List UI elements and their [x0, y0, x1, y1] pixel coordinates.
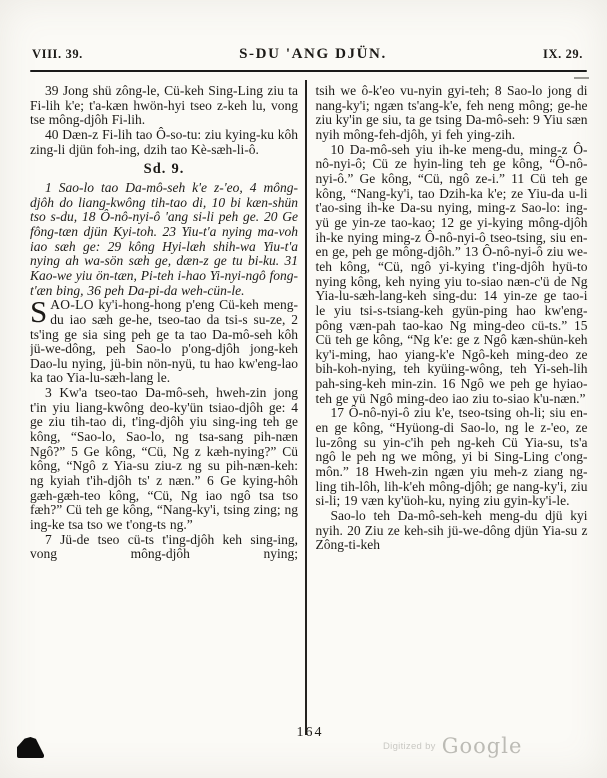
- right-verse-reference: IX. 29.: [543, 47, 583, 61]
- text-columns: [30, 80, 590, 735]
- google-logo-text: Google: [441, 734, 523, 758]
- google-watermark: [383, 734, 522, 758]
- watermark-prefix-text: Digitized by: [383, 740, 436, 752]
- verse-paragraph-17: 17 Ô-nô-nyi-ô ziu k'e, tseo-tsing oh-li; siu en-en ge kông, “Hyüong-di Sao-lo, ng le z-'eo, ze lu-zông su yin-c'ih peh ng-keh Cü Yia-su, ts'a ngô le peh ng we mông, yi bi Sing-Ling c'ong-môn.” 18 Hweh-zin ngæn yiu meh-z ziang ng-ling tih-lôh, lih-k'eh mông-djôh; ge nang-ky'i, ziu si-li; 19 væn ky'üoh-ku, nying ziu gyin-ky'i-le.: [315, 405, 588, 509]
- drop-cap-lead-word: AO-LO: [50, 297, 94, 313]
- left-column: [30, 80, 298, 735]
- page-number: 164: [296, 725, 324, 740]
- column-divider-rule: [305, 80, 307, 735]
- verse-paragraph-20: Sao-lo teh Da-mô-seh-keh meng-du djü kyi nyih. 20 Ziu ze keh-sih jü-we-dông djün Yia-su z Zông-ti-keh: [315, 508, 588, 553]
- verse-paragraph-7-continued: tsih we ô-k'eo vu-nyin gyi-teh; 8 Sao-lo jong di nang-ky'i; ngæn ts'ang-k'e, feh neng mông; ge-he ziu ky'in ge siu, ta ge tsing Da-mô-seh: 9 Yiu sæn nyih mông-feh-djôh, yi feh ying-zih.: [315, 83, 588, 142]
- verse-paragraph-7: 7 Jü-de tseo cü-ts t'ing-djôh keh sing-ing, vong mông-djôh nying;: [30, 531, 298, 562]
- page-header: [32, 46, 583, 63]
- running-title: S-DU 'ANG DJÜN.: [239, 46, 387, 62]
- verse-paragraph-40: 40 Dæn-z Fi-lih tao Ô-so-tu: ziu kying-ku kôh zing-li djün foh-ing, dzih tao Kè-sæh-li-ô.: [30, 126, 298, 157]
- verse-paragraph-1: [30, 294, 299, 386]
- verse-text: ky'i-hong-hong p'eng Cü-keh meng-du iao sæh ge-he, tseo-tao da tsi-s su-ze, 2 ts'ing ge sia sing peh ge ta tao Da-mô-seh kôh jü-we-dông, peh Sao-lo p'ong-djôh jong-keh Dao-lu nying, jü-bin nön-nyü, tu hao kw'eng-lao ka tao Yia-lu-sæh-lang le.: [30, 297, 299, 386]
- right-column: [316, 80, 588, 735]
- header-rule: [30, 70, 587, 72]
- chapter-heading: Sd. 9.: [143, 161, 185, 178]
- chapter-summary: 1 Sao-lo tao Da-mô-seh k'e z-'eo, 4 mông-djôh do liang-kwông tih-tao di, 10 bi kæn-shün tso s-du, 18 Ô-nô-nyi-ô 'ang si-li peh ge. 20 Ge fông-tæn djün Kyi-toh. 23 Yiu-t'a nying ma-voh iao sæh ge: 29 kông Hyi-læh shih-wa Yiu-t'a nying ah wa-sön sæh ge, dæn-z ge tu bi-ku. 31 Kao-we yiu ön-tæn, Pi-teh i-hao Yi-nyi-ngô fong-t'æn bing, 36 peh Da-pi-da weh-cün-le.: [30, 179, 299, 298]
- left-verse-reference: VIII. 39.: [32, 47, 83, 61]
- verse-paragraph-10: 10 Da-mô-seh yiu ih-ke meng-du, ming-z Ô-nô-nyi-ô; Cü ze hyin-ling teh ge kông, “Ô-nô-nyi-ô.” Ge kông, “Cü, ngô ze-i.” 11 Cü teh ge kông, “Nang-ky'i, tao Dzih-ka k'e; ze Yiu-da u-li t'ao-sing ih-ke Da-su nying, ming-z Sao-lo: ing-yü ge yin-ze tao-kao; 12 ge yi-kying mông-djôh ih-ke nying ming-z Ô-nô-nyi-ô tseo-tsing, siu en-en ge, peh ge mông-djôh.” 13 Ô-nô-nyi-ô ziu we-teh kông, “Cü, ngô yi-kying t'ing-djôh hyü-to nying kông, keh nying yiu to-siao næn-c'ü de Ng Yia-lu-sæh-lang-keh sing-du: 14 yin-ze ge tao-i le yiu tsi-s-tsiang-keh gyün-ping hao kw'eng-pông væn-pah tao-kao Ng ming-deo cü-ts.” 15 Cü teh ge kông, “Ng k'e: ge z Ngô kæn-shün-keh ky'i-ming, hao yiang-k'e Ngô-keh ming-deo ze bih-koh-nying, teh kyüing-wông, teh Yi-seh-lih pah-sing-keh min-zin. 16 Ngô we peh ge hyiao-teh ge yü Ngô ming-deo iao ziu to-siao k'u-næn.”: [315, 141, 588, 406]
- drop-cap-initial: S: [30, 294, 48, 330]
- verse-paragraph-3: 3 Kw'a tseo-tao Da-mô-seh, hweh-zin jong t'in yiu liang-kwông deo-ky'ün tsiao-djôh ge: 4 ge ziu tih-tao di, t'ing-djôh yiu sing-ing teh ge kông, “Sao-lo, Sao-lo, ng tsa-sang pih-næn Ngô?” 5 Ge kông, “Cü, Ng z kæh-nying?” Cü kông, “Ngô z Yia-su ziu-z ng su pih-næn-keh: ng kyiah t'ih-djôh ts' z næn.” 6 Ge kying-hôh gæh-gæh-teo kông, “Cü, Ng iao ngô tsa tso fæh?” Cü teh ge kông, “Nang-ky'i, tsing zing; ng ing-ke tsa tso we t'ong-ts ng.”: [30, 385, 298, 533]
- verse-paragraph-39: 39 Jong shü zông-le, Cü-keh Sing-Ling ziu ta Fi-lih k'e; t'a-kæn hwön-hyi tseo z-keh lu, vong tse mông-djôh Fi-lih.: [30, 83, 298, 128]
- scan-artifact-dash: [574, 77, 589, 79]
